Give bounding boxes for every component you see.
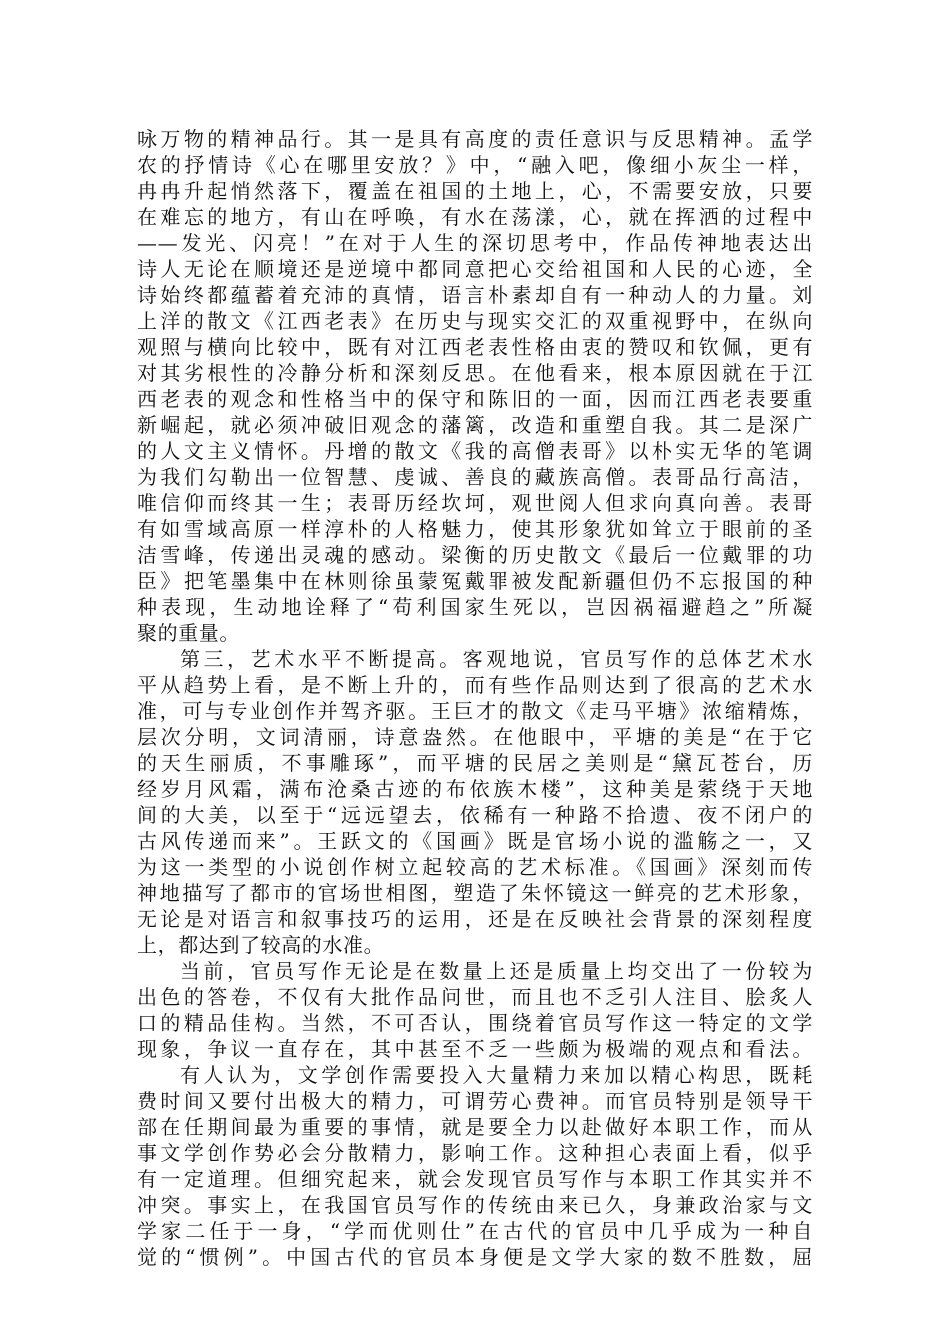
text-line: 有一定道理。但细究起来，就会发现官员写作与本职工作其实并不 (137, 1167, 813, 1191)
text-line: 部在任期间最为重要的事情，就是要全力以赴做好本职工作，而从 (137, 1115, 813, 1139)
document-body (137, 126, 813, 1270)
text-line: 层次分明，文词清丽，诗意盎然。在他眼中，平塘的美是“在于它 (137, 725, 813, 749)
text-line: 农的抒情诗《心在哪里安放？》中，“融入吧，像细小灰尘一样， (137, 153, 813, 177)
text-line: 对其劣根性的冷静分析和深刻反思。在他看来，根本原因就在于江 (137, 361, 813, 385)
text-line: 西老表的观念和性格当中的保守和陈旧的一面，因而江西老表要重 (137, 387, 813, 411)
text-line: 聚的重量。 (137, 621, 240, 645)
text-line: 出色的答卷，不仅有大批作品问世，而且也不乏引人注目、脍炙人 (137, 985, 813, 1009)
text-line: 唯信仰而终其一生；表哥历经坎坷，观世阅人但求向真向善。表哥 (137, 491, 813, 515)
text-line: 洁雪峰，传递出灵魂的感动。梁衡的历史散文《最后一位戴罪的功 (137, 543, 813, 567)
text-line: ——发光、闪亮！”在对于人生的深切思考中，作品传神地表达出 (137, 231, 813, 255)
text-line: 觉的“惯例”。中国古代的官员本身便是文学大家的数不胜数，屈 (137, 1245, 813, 1269)
text-line: 臣》把笔墨集中在林则徐虽蒙冤戴罪被发配新疆但仍不忘报国的种 (137, 569, 813, 593)
text-line: 费时间又要付出极大的精力，可谓劳心费神。而官员特别是领导干 (137, 1089, 813, 1113)
text-line: 诗始终都蕴蓄着充沛的真情，语言朴素却自有一种动人的力量。刘 (137, 283, 813, 307)
text-line: 在难忘的地方，有山在呼唤，有水在荡漾，心，就在挥洒的过程中 (137, 205, 813, 229)
text-line: 平从趋势上看，是不断上升的，而有些作品则达到了很高的艺术水 (137, 673, 813, 697)
text-line: 间的大美，以至于“远远望去，依稀有一种路不拾遗、夜不闭户的 (137, 803, 813, 827)
text-line: 为这一类型的小说创作树立起较高的艺术标准。《国画》深刻而传 (137, 855, 813, 879)
text-line: 咏万物的精神品行。其一是具有高度的责任意识与反思精神。孟学 (137, 127, 813, 151)
text-line: 口的精品佳构。当然，不可否认，围绕着官员写作这一特定的文学 (137, 1011, 813, 1035)
text-line: 上，都达到了较高的水准。 (137, 933, 385, 957)
text-line: 神地描写了都市的官场世相图，塑造了朱怀镜这一鲜亮的艺术形象， (137, 881, 813, 905)
text-line: 古风传递而来”。王跃文的《国画》既是官场小说的滥觞之一，又 (137, 829, 813, 853)
paragraph-first-line: 第三，艺术水平不断提高。客观地说，官员写作的总体艺术水 (180, 647, 813, 671)
text-line: 冉冉升起悄然落下，覆盖在祖国的土地上，心，不需要安放，只要 (137, 179, 813, 203)
text-line: 有如雪域高原一样淳朴的人格魅力，使其形象犹如耸立于眼前的圣 (137, 517, 813, 541)
text-line: 上洋的散文《江西老表》在历史与现实交汇的双重视野中，在纵向 (137, 309, 813, 333)
text-line: 观照与横向比较中，既有对江西老表性格由衷的赞叹和钦佩，更有 (137, 335, 813, 359)
text-line: 准，可与专业创作并驾齐驱。王巨才的散文《走马平塘》浓缩精炼， (137, 699, 813, 723)
text-line: 新崛起，就必须冲破旧观念的藩篱，改造和重塑自我。其二是深广 (137, 413, 813, 437)
text-line: 种表现，生动地诠释了“苟利国家生死以，岂因祸福避趋之”所凝 (137, 595, 813, 619)
text-line: 无论是对语言和叙事技巧的运用，还是在反映社会背景的深刻程度 (137, 907, 813, 931)
paragraph-first-line: 有人认为，文学创作需要投入大量精力来加以精心构思，既耗 (180, 1063, 813, 1087)
text-line: 为我们勾勒出一位智慧、虔诚、善良的藏族高僧。表哥品行高洁， (137, 465, 813, 489)
text-line: 的人文主义情怀。丹增的散文《我的高僧表哥》以朴实无华的笔调 (137, 439, 813, 463)
text-line: 的天生丽质，不事雕琢”，而平塘的民居之美则是“黛瓦苍台，历 (137, 751, 813, 775)
text-line: 诗人无论在顺境还是逆境中都同意把心交给祖国和人民的心迹，全 (137, 257, 813, 281)
text-line: 经岁月风霜，满布沧桑古迹的布依族木楼”，这种美是萦绕于天地 (137, 777, 813, 801)
text-line: 事文学创作势必会分散精力，影响工作。这种担心表面上看，似乎 (137, 1141, 813, 1165)
text-line: 冲突。事实上，在我国官员写作的传统由来已久，身兼政治家与文 (137, 1193, 813, 1217)
paragraph-first-line: 当前，官员写作无论是在数量上还是质量上均交出了一份较为 (180, 959, 813, 983)
text-line: 现象，争议一直存在，其中甚至不乏一些颇为极端的观点和看法。 (137, 1037, 813, 1061)
text-line: 学家二任于一身，“学而优则仕”在古代的官员中几乎成为一种自 (137, 1219, 813, 1243)
